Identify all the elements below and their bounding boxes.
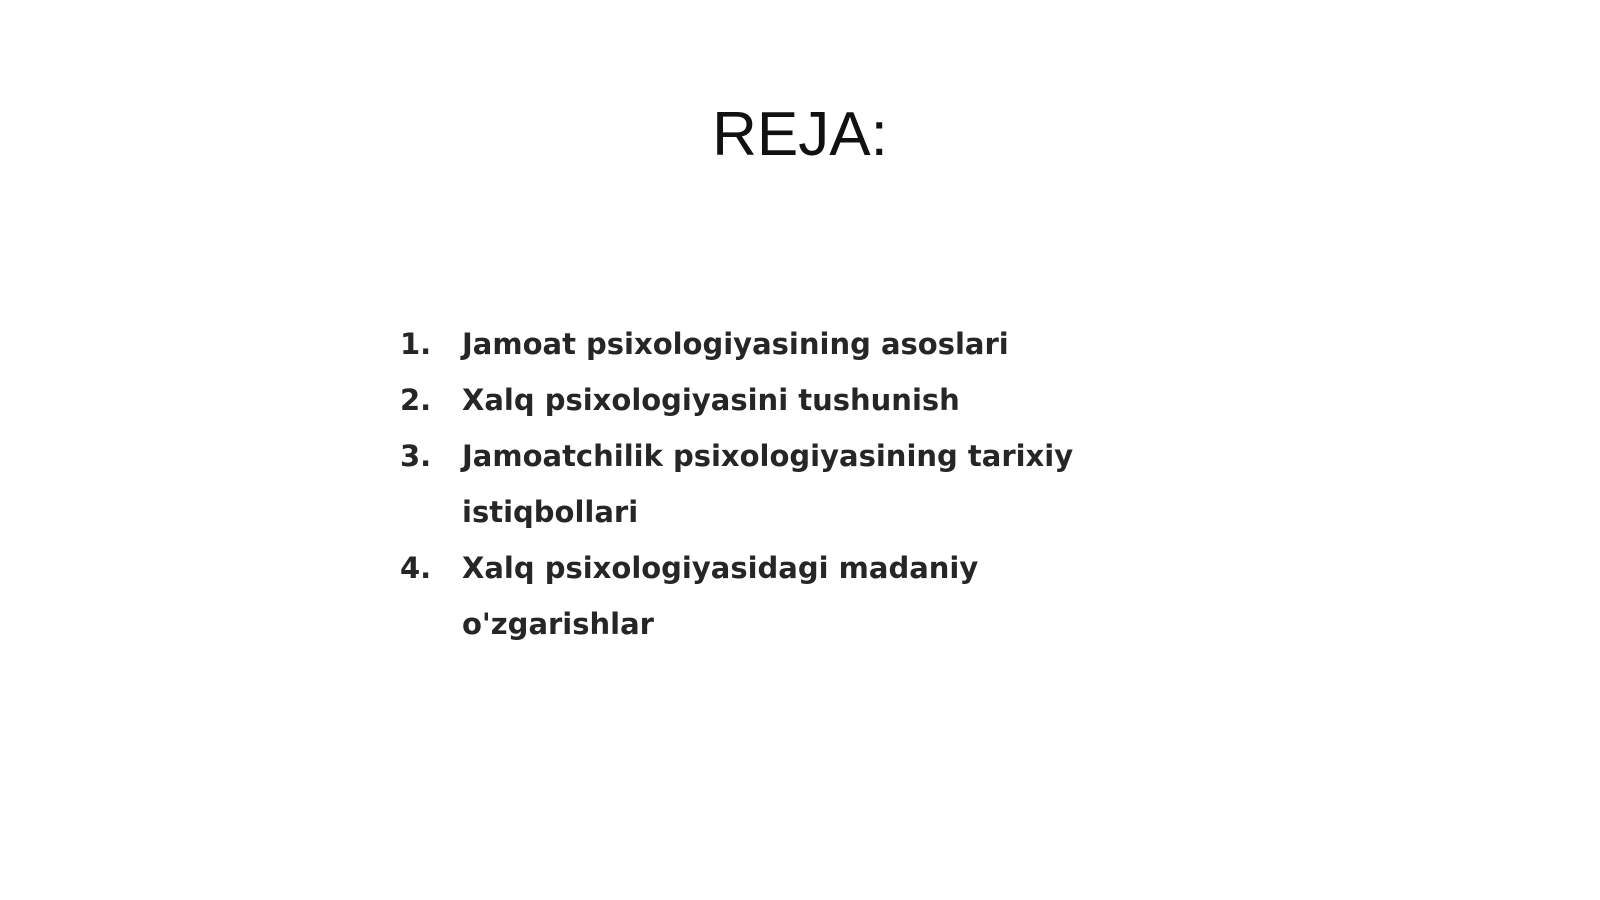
list-item-number: 1. <box>400 327 432 361</box>
slide-title: REJA: <box>712 100 888 169</box>
list-item-text: Xalq psixologiyasini tushunish <box>462 383 960 417</box>
list-item-text: Xalq psixologiyasidagi madaniy o'zgarishlar <box>462 551 979 641</box>
list-item <box>400 540 1180 652</box>
list-item <box>400 316 1180 372</box>
list-item-number: 2. <box>400 383 432 417</box>
list-item-text: Jamoat psixologiyasining asoslari <box>462 327 1009 361</box>
plan-list <box>400 316 1180 652</box>
list-item <box>400 428 1180 540</box>
list-item-number: 4. <box>400 551 432 585</box>
list-item-number: 3. <box>400 439 432 473</box>
list-item <box>400 372 1180 428</box>
list-item-text: Jamoatchilik psixologiyasining tarixiy istiqbollari <box>462 439 1074 529</box>
